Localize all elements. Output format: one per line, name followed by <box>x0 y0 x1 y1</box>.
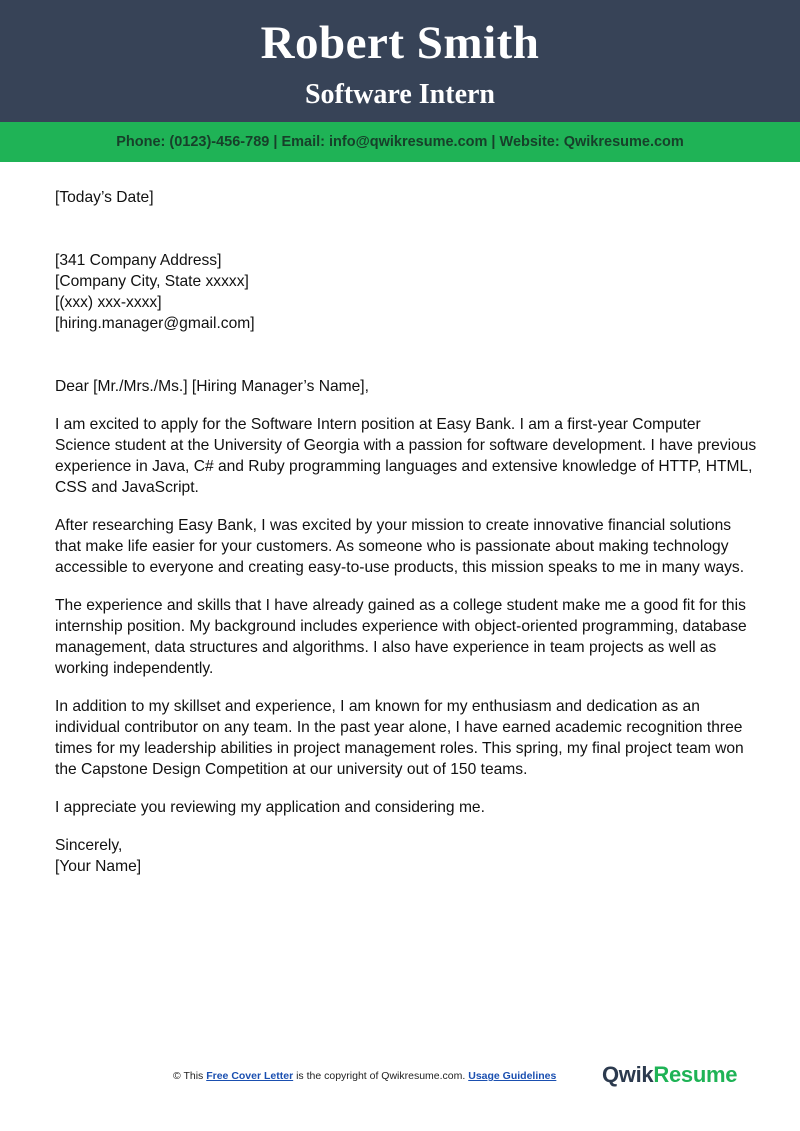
job-title: Software Intern <box>304 79 495 110</box>
free-cover-letter-link[interactable]: Free Cover Letter <box>206 1070 294 1082</box>
logo-part-resume: Resume <box>653 1062 738 1087</box>
letter-body <box>55 187 760 877</box>
separator: | <box>487 134 500 150</box>
candidate-name: Robert Smith <box>260 17 540 69</box>
separator: | <box>269 134 282 150</box>
email-value[interactable]: info@qwikresume.com <box>329 134 488 150</box>
copyright-prefix: © This <box>173 1070 207 1082</box>
body-paragraph: I appreciate you reviewing my application and considering me. <box>55 799 485 816</box>
body-paragraph: The experience and skills that I have already gained as a college student make me a good fit for this internship position. My background includes experience with object-oriented programming, database management, data structures and algorithms. I also have experience in team projects as well as working independently. <box>55 597 747 677</box>
recipient-address <box>55 250 760 334</box>
phone-value: (0123)-456-789 <box>169 134 270 150</box>
body-paragraph: After researching Easy Bank, I was excited by your mission to create innovative financial solutions that make life easier for your customers. As someone who is passionate about making technology accessible to everyone and creating easy-to-use products, this mission speaks to me in many ways. <box>55 517 745 576</box>
usage-guidelines-link[interactable]: Usage Guidelines <box>468 1070 557 1082</box>
website-value[interactable]: Qwikresume.com <box>563 134 684 150</box>
address-line: [(xxx) xxx-xxxx] <box>55 294 162 311</box>
website-label: Website: <box>499 134 560 150</box>
copyright-middle: is the copyright of Qwikresume.com. <box>293 1070 469 1082</box>
copyright-note <box>173 1070 556 1082</box>
closing: Sincerely, <box>55 837 123 854</box>
phone-label: Phone: <box>116 134 166 150</box>
letter-date: [Today’s Date] <box>55 189 154 206</box>
logo-part-qwik: Qwik <box>602 1062 654 1087</box>
salutation: Dear [Mr./Mrs./Ms.] [Hiring Manager’s Name], <box>55 378 369 395</box>
body-paragraph: I am excited to apply for the Software Intern position at Easy Bank. I am a first-year Computer Science student at the University of Georgia with a passion for software development. I have previous experience in Java, C# and Ruby programming languages and extensive knowledge of HTTP, HTML, CSS and JavaScript. <box>55 416 757 496</box>
address-line: [Company City, State xxxxx] <box>55 273 249 290</box>
email-label: Email: <box>281 134 325 150</box>
signature: [Your Name] <box>55 858 142 875</box>
address-line: [341 Company Address] <box>55 252 222 269</box>
header-banner <box>0 0 800 122</box>
body-paragraph: In addition to my skillset and experience, I am known for my enthusiasm and dedication as an individual contributor on any team. In the past year alone, I have earned academic recognition three times for my leadership abilities in project management roles. This spring, my final project team won the Capstone Design Competition at our university out of 150 teams. <box>55 698 744 778</box>
qwikresume-logo <box>602 1062 737 1088</box>
address-line: [hiring.manager@gmail.com] <box>55 315 255 332</box>
contact-bar <box>0 122 800 162</box>
